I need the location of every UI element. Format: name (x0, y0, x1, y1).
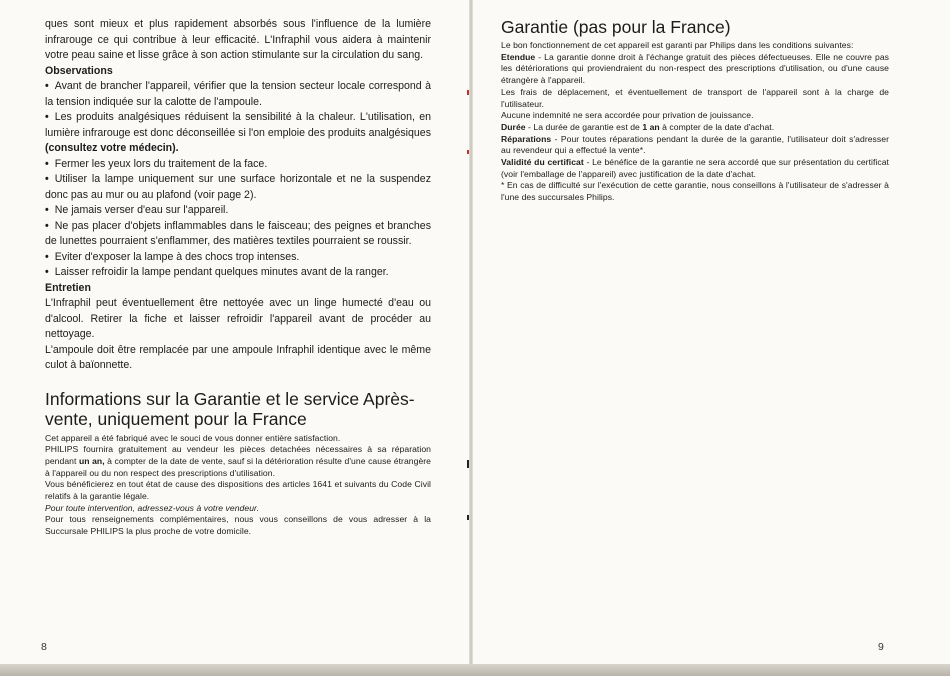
book-gutter (469, 0, 473, 668)
garantie-validite: Validité du certificat - Le bénéfice de la garantie ne sera accordé que sur présentation du certificat (voir l'emballage de l'appareil) avec justification de la date d'achat. (501, 157, 889, 179)
observations-list (45, 79, 431, 281)
garantie-duree: Durée - La durée de garantie est de 1 an à compter de la date d'achat. (501, 121, 775, 132)
right-column (501, 16, 889, 204)
page-edge-shadow (0, 664, 950, 676)
list-item: • Laisser refroidir la lampe pendant quelques minutes avant de la ranger. (45, 265, 431, 281)
warranty-paragraph: Pour tous renseignements complémentaires, nous vous conseillons de vous adresser à la Succursale PHILIPS la plus proche de votre domicile. (45, 514, 431, 537)
garantie-reparations: Réparations - Pour toutes réparations pendant la durée de la garantie, l'utilisateur doit s'adresser au revendeur qui a effectué la vente*. (501, 133, 889, 156)
entretien-paragraph: L'ampoule doit être remplacée par une ampoule Infraphil identique avec le même culot à baïonnette. (45, 343, 431, 371)
list-item: • Ne jamais verser d'eau sur l'appareil. (45, 203, 431, 219)
entretien-paragraph: L'Infraphil peut éventuellement être nettoyée avec un linge humecté d'eau ou d'alcool. Retirer la fiche et laisser refroidir l'appareil avant de procéder au nettoyage. (45, 297, 431, 340)
edge-mark (467, 460, 469, 468)
warranty-paragraph: PHILIPS fournira gratuitement au vendeur les pièces detachées nécessaires à sa réparation pendant un an, à compter de la date de vente, sauf si la détérioration résulte d'une cause étrangère à l'appareil ou du non respect des prescriptions d'utilisation. (45, 444, 432, 478)
garantie-etendue: Etendue - La garantie donne droit à l'échange gratuit des pièces défectueuses. Elle ne couvre pas les détériorations qui proviendraient du non-respect des prescriptions d'utilisation, ou d'une cause étrangère à l'appareil. (501, 51, 889, 86)
left-column (45, 17, 431, 538)
edge-mark (467, 150, 469, 154)
garantie-indemnite: Aucune indemnité ne sera accordée pour privation de jouissance. (501, 110, 754, 121)
page-number: 9 (878, 641, 884, 653)
garantie-intro: Le bon fonctionnement de cet appareil est garanti par Philips dans les conditions suivantes: (501, 40, 854, 50)
observations-heading: Observations (45, 64, 113, 77)
list-item: • Utiliser la lampe uniquement sur une surface horizontale et ne la suspendez donc pas au mur ou au plafond (voir page 2). (45, 172, 431, 203)
garantie-frais: Les frais de déplacement, et éventuellement de transport de l'appareil sont à la charge de l'utilisateur. (501, 86, 889, 109)
list-item: • Fermer les yeux lors du traitement de la face. (45, 157, 431, 173)
edge-mark (467, 90, 469, 95)
warranty-paragraph: Pour toute intervention, adressez-vous à votre vendeur. (45, 502, 260, 513)
warranty-france-title: Informations sur la Garantie et le service Après-vente, uniquement pour la France (45, 388, 415, 429)
page-number: 8 (41, 641, 47, 653)
edge-mark (467, 515, 469, 520)
warranty-paragraph: Cet appareil a été fabriqué avec le souci de vous donner entière satisfaction. (45, 432, 341, 443)
entretien-heading: Entretien (45, 281, 91, 294)
garantie-title: Garantie (pas pour la France) (501, 17, 731, 37)
list-item: • Eviter d'exposer la lampe à des chocs trop intenses. (45, 250, 431, 266)
list-item: • Les produits analgésiques réduisent la sensibilité à la chaleur. L'utilisation, en lumière infrarouge est donc déconseillée si l'on emploie des produits analgésiques (consultez votre médecin). (45, 110, 431, 157)
warranty-paragraph: Vous bénéficierez en tout état de cause des dispositions des articles 1641 et suivants du Code Civil relatifs à la garantie légale. (45, 479, 431, 502)
list-item: • Avant de brancher l'appareil, vérifier que la tension secteur locale correspond à la tension indiquée sur la calotte de l'ampoule. (45, 79, 431, 110)
intro-paragraph: ques sont mieux et plus rapidement absorbés sous l'influence de la lumière infrarouge ce qui contribue à leur efficacité. L'Infraphil vous aidera à maintenir votre peau saine et lisse grâce à son action stimulante sur la circulation du sang. (45, 18, 431, 61)
garantie-footnote: * En cas de difficulté sur l'exécution de cette garantie, nous conseillons à l'utilisateur de s'adresser à l'une des succursales Philips. (501, 180, 889, 203)
list-item: • Ne pas placer d'objets inflammables dans le faisceau; des peignes et branches de lunettes pourraient s'enflammer, des matières textiles pourraient se roussir. (45, 219, 431, 250)
